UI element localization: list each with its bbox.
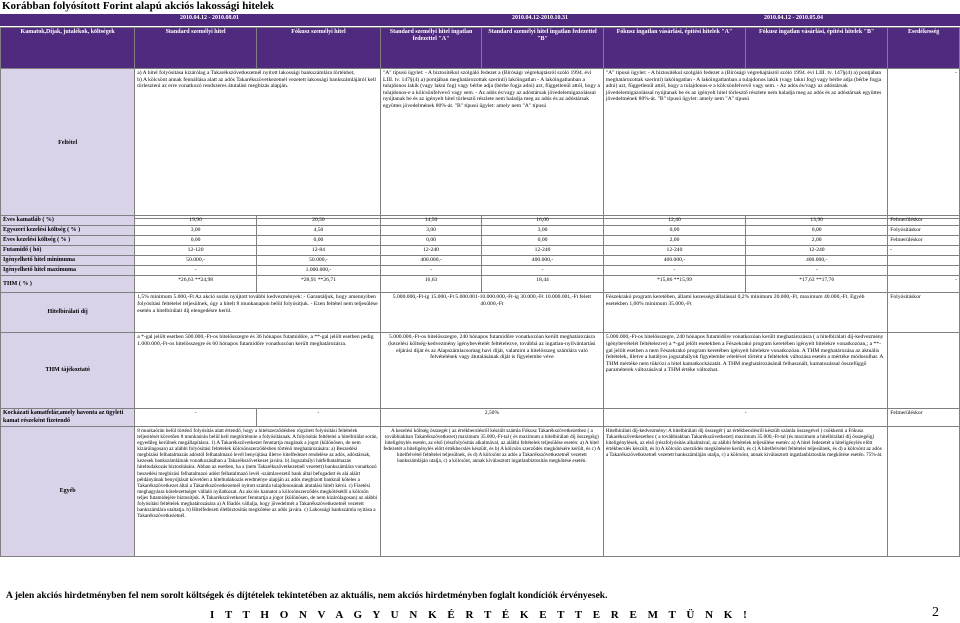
thm-row xyxy=(1,276,960,293)
header-standard-real-estate-b: Standard személyi hitel ingatlan fedezettel "B" xyxy=(482,28,604,69)
rate-value: 12-240 xyxy=(380,246,481,256)
feltetel-due: - xyxy=(888,69,960,219)
rate-due: Felmerüléskor xyxy=(888,216,960,226)
rate-value: 20,50 xyxy=(256,216,380,226)
rate-value: 13,90 xyxy=(746,216,888,226)
rate-value: 2,00 xyxy=(746,236,888,246)
rate-row xyxy=(1,266,960,276)
thm-label: THM ( % ) xyxy=(1,276,135,293)
rate-value: 12-240 xyxy=(746,246,888,256)
slogan: I T T H O N V A G Y U N K É R T É K E T T E R E M T Ü N K ! xyxy=(210,609,751,621)
header-focus-personal: Fókusz személyi hitel xyxy=(256,28,380,69)
kockazati-row xyxy=(1,409,960,426)
rate-value: 16,00 xyxy=(482,216,604,226)
egyeb-row xyxy=(1,426,960,556)
rate-value: 400.000,- xyxy=(603,256,745,266)
feltetel-real-estate: "A" típusú ügylet: - A biztosítékul szolgáló fedezet a (Bírósági végrehajtásról szóló 1994. évi LIII. tv. 147§(4) a) pontjában meghatározottak szerinti) lakóingatlan - A lakóingatlanban a tulajdonos lakik (vagy lakni fog) vagy bérbe adja (bérbe fogja adni) azt, függetlenül attól, hogy a tulajdonos-e a kölcsönfelvevő vagy sem. - Az adós és/vagy az adóstársak jövedelemigazolással nyújtanak be és az igényelt hitel törlesztő részlete nem haladja meg az adós és az adóstársak együttes jövedelmének 80%-át. "B" típusú ügylet: amely nem "A" típusú xyxy=(380,69,603,219)
rate-due xyxy=(888,266,960,276)
rate-label: Igényelhető hitel maximuma xyxy=(1,266,135,276)
feltetel-label: Feltétel xyxy=(1,69,135,219)
rate-value: 0,00 xyxy=(603,226,745,236)
thm-info-real-estate: 5.000.000,-Ft-os hitelösszegre, 240 hónapos futamidőre vonatkozóan került meghatározásra (kezelési költség-kedvezmény igénybevételét feltételezve, továbbá az ingatlan-nyilvántartási eljárási díját és az Alapszámlacsomag havi díját, valamint a hitelösszeg számlára való felvételének vagy átutalásának díját is figyelembe véve xyxy=(380,333,603,409)
rate-label: Éves kezelési költség ( % ) xyxy=(1,236,135,246)
rate-value: - xyxy=(603,266,745,276)
period-2: 2010.04.12-2010.10.31 xyxy=(512,15,568,21)
rate-value: 12-240 xyxy=(603,246,745,256)
period-bar xyxy=(0,14,960,26)
rate-due xyxy=(888,256,960,266)
page-title: Korábban folyósított Forint alapú akciós lakossági hitelek xyxy=(2,0,274,12)
feltetel-building: "A" típusú ügylet: - A biztosítékul szolgáló fedezet a (Bírósági végrehajtásról szóló 1994. évi LIII. tv. 147§(4) a) pontjában meghatározottak szerinti) lakóingatlan - A lakóingatlanban a tulajdonos lakik (vagy lakni fog) vagy bérbe adja (bérbe fogja adni) azt, függetlenül attól, hogy a tulajdonos-e a kölcsönfelvevő vagy sem. - Az adós és/vagy az adóstársak jövedelemigazolással nyújtanak be és az igényelt hitel törlesztő részlete nem haladja meg az adós és az adóstársak együttes jövedelmének 80%-át. "B" típusú ügylet: amely nem "A" típusú xyxy=(603,69,887,219)
rate-value: 0,00 xyxy=(746,226,888,236)
hitelbiralati-personal: 1,5% minimum 5.000,-Ft Az akció során nyújtott további kedvezmények: - Garantáljuk, hogy amennyiben folyósítási feltételei teljesülnek, úgy a hitelt 8 munkanapon belül folyósítjuk. - Ezen feltétel nem teljesülése esetén a hitelbírálati díj elengedésre kerül. xyxy=(135,293,381,333)
thm-info-due xyxy=(888,333,960,409)
kockazati-label: Kockázati kamatfelár,amely havonta az ügyleti kamat részeként fizetendő xyxy=(1,409,135,426)
rate-value: 3,00 xyxy=(380,226,481,236)
rate-label: Igényelhető hitel minimuma xyxy=(1,256,135,266)
page-number: 2 xyxy=(932,605,939,620)
rate-value: 14,50 xyxy=(380,216,481,226)
kockazati-value: - xyxy=(135,409,257,426)
rate-row xyxy=(1,216,960,226)
rate-value: - xyxy=(380,266,481,276)
rate-label: Futamidő ( hó) xyxy=(1,246,135,256)
rate-value: 19,90 xyxy=(135,216,257,226)
rate-label: Egyszeri kezelési költség ( % ) xyxy=(1,226,135,236)
header-focus-building-b: Fókusz ingatlan vásárlási, építési hitelek "B" xyxy=(746,28,888,69)
rate-value: - xyxy=(746,266,888,276)
header-focus-building-a: Fókusz ingatlan vásárlási, építési hitelek "A" xyxy=(603,28,745,69)
egyeb-personal: 8 munkaórán belül történő folyósítás alatt értendő, hogy a hitelszerződésben rögzített folyósítási feltételek teljesítését követően 8 munkaórán belül kell megtörténnie a folyósításnak. A folyósítás feltételei a hitelbírálat során, egyedileg kerülnek megállapításra. 1) A Takarékszövetkezet fenntartja magának a jogot (különösen, de nem kizárólagosan) az alábbi folyósítási feltételek kölcsönszerződésben történő meghatározására: a) Beszedési megbízási felhatalmazás adóstól felhatalmazó levél benyújtása illetve hitelfedezet rendelése az adós, adóstársak, kezesek bankszámláinak vonatkozásában a Takarékszövetkezet javára. b) Jogszabályi hátfelhatalmazás hiteltudakozás biztosítására. Abban az esetben, ha a (nem Takarékszövetkezetnél vezetett) bankszámlára vonatkozó beszedési megbízási felhatalmazó adóst felhatalmazó levél -számlavezető bank által befogadott és alá aláírt példányának benyújtását követően a hiteltudakozás eredménye alapján az adós megbízott banknál köteles a Takarékszövetkezet által a Takarékszövetkezetnél nyitott számla tulajdonosának átutalási hitelt kérni. c) Fizetési meghagyásra kötelezettséget vállaló nyilatkozat. Az akciós kamatot a kölcsönszerződés megkötésétől a kölcsön teljes futamidejére biztosítjuk. A Takarékszövetkezet fenntartja a jogot (különösen, de nem kizárólagosan) az alábbi folyósítási feltételek meghatározására a) A főadós vállalja, hogy jövedelmét a Takarékszövetkezetnél vezetett bankszámlára utaltatja. b) Hitelfedezeti életbiztosítás megkötése az adós javára. c) Lakossági bankszámla nyitása a Takarékszövetkezetnél. xyxy=(135,426,381,556)
rate-value: 12-240 xyxy=(482,246,604,256)
thm-value: *15,86 **15,99 xyxy=(603,276,745,293)
thm-due: - xyxy=(888,276,960,293)
rate-value: 400.000,- xyxy=(380,256,481,266)
hitelbiralati-row xyxy=(1,293,960,333)
rate-row xyxy=(1,226,960,236)
rate-value: - xyxy=(135,266,257,276)
period-3: 2010.04.12 - 2010.05.04 xyxy=(764,15,823,21)
thm-value: *26,63 **24,98 xyxy=(135,276,257,293)
rate-value: 4,50 xyxy=(256,226,380,236)
thm-value: 18,44 xyxy=(482,276,604,293)
rate-value: 0,00 xyxy=(256,236,380,246)
hitelbiralati-due: Folyósításkor xyxy=(888,293,960,333)
rate-value: 1.000.000,- xyxy=(256,266,380,276)
rate-row xyxy=(1,256,960,266)
kockazati-due: Felmerüléskor xyxy=(888,409,960,426)
feltetel-text-a: a) A hitel folyósítása kizárólag a Takarékszövetkezetnél nyitott lakossági bankszámlára történhet, xyxy=(137,70,355,76)
hitelbiralati-building: Fészekrakó program keretében, állami kezességvállalással 0,2% minimum 20.000,-Ft, maximum 40.000,-Ft. Egyéb esetekben 1,00% minimum 35.000,-Ft xyxy=(603,293,887,333)
notice-text: A jelen akciós hirdetményben fel nem sorolt költségek és díjtételek tekintetében az aktuális, nem akciós hirdetményben foglalt kondíciók érvényesek. xyxy=(6,591,608,601)
rate-value: 400.000,- xyxy=(746,256,888,266)
rates-table xyxy=(0,215,960,557)
header-due: Esedékesség xyxy=(888,28,960,69)
rate-value: 3,00 xyxy=(482,226,604,236)
thm-value: *28,91 **26,71 xyxy=(256,276,380,293)
rate-due: - xyxy=(888,246,960,256)
rate-value: 0,00 xyxy=(135,236,257,246)
rate-row xyxy=(1,246,960,256)
hitelbiralati-real-estate: 5.000.000,-Ft-ig 15.000,-Ft 5.000.001-10.000.000,-Ft-ig 30.000,-Ft 10.000.001,-Ft felett 40.000,-Ft xyxy=(380,293,603,333)
rate-value: 50.000,- xyxy=(256,256,380,266)
conditions-table xyxy=(0,27,960,219)
rate-row xyxy=(1,236,960,246)
rate-value: 12-84 xyxy=(256,246,380,256)
rate-value: 0,00 xyxy=(380,236,481,246)
thm-info-building: 5.000.000,-Ft-os hitelösszegre, 240 hónapos futamidőre vonatkozóan került meghatározásra ( a hitelbírálati díj-kedvezmény igénybevételét feltételezve) a *-gal jelölt esetekben a Fészekrakó program keretében igényelt hitelekre vonatkozóan,; a **-gal jelölt esetben a nem Fészekrakó program keretében igényelt hitelekre vonatkozóan. A THM meghatározása az aktuális feltételek, illetve a hatályos jogszabályok figyelembe vételével történt a feltételek változása esetén a mértéke módosulhat. A THM mértéke nem tükrözi a hitel kamatkockázatát. A THM meghatározásánál felhasznált, kamatozással összefüggő paraméterek változásával a THM értéke változhat. xyxy=(603,333,887,409)
header-standard-real-estate-a: Standard személyi hitel ingatlan fedezettel "A" xyxy=(380,28,481,69)
rate-due: Felmerüléskor xyxy=(888,236,960,246)
rate-value: 50.000,- xyxy=(135,256,257,266)
feltetel-text-b: b) A kölcsönt annak fennállása alatt az adós Takarékszövetkezetnél vezetett lakossági bankszámlájáról kell törleszteni az erre vonatkozó rendszeres átutalási megbízás alapján. xyxy=(137,76,376,90)
rate-label: Éves kamatláb ( %) xyxy=(1,216,135,226)
rate-value: 2,00 xyxy=(603,236,745,246)
rate-value: 12,40 xyxy=(603,216,745,226)
hitelbiralati-label: Hitelbírálati díj xyxy=(1,293,135,333)
header-standard-personal: Standard személyi hitel xyxy=(135,28,257,69)
period-1: 2010.04.12 - 2010.08.01 xyxy=(180,15,239,21)
rate-due: Folyósításkor xyxy=(888,226,960,236)
thm-info-personal: a *-gal jelölt esetben 500.000,-Ft-os hitelösszegre és 36 hónapos futamidőre, a **-gal jelölt esetben pedig 1.000.000,-Ft-os hitelösszegre és 60 hónapos futamidőre vonatkozóan került meghatározásra. xyxy=(135,333,381,409)
thm-info-label: THM tájékoztató xyxy=(1,333,135,409)
thm-value: 16,63 xyxy=(380,276,481,293)
egyeb-building: Hitelbírálati díj-kedvezmény: A hitelbírálati díj összegét ( az értékbecslésről készült számla összegével ) csökkenti a Fókusz Takarékszövetkezethez ( a továbbiakban Takarékszövetkezet) maximum 35.000,-Ft-tal (és maximum a hitelbírálati díj összegéig) hiteligénylések, az első (részfolyósítás alkalmával, az alábbi feltételek teljesülése esetén: a) A hitel fedezetét a hiteligénylés előtt értékbecslés készült, és b) A kölcsön szerződés megkötésére került, és c) A hitelfelvétel feltételei teljesülnek, és d) a kölcsönt az adós a Takarékszövetkezetnél vezetett bankszámláján utalja, c) a kölcsönt, annak kiválasztott ingatlanbiztosítás megkötése esetén. 75%-át. xyxy=(603,426,887,556)
rate-value: 400.000,- xyxy=(482,256,604,266)
header-row xyxy=(1,28,960,69)
egyeb-real-estate: A kezelési költség összegét ( az értékbecslésről készült számla Fókusz Takarékszövetkezethez ( a továbbiakban Takarékszövetkezet) maximum 35.000,-Ft-tal ( és maximum a hitelbírálati díj összegéig) hiteligénylés esetén, az első (részfolyósítás alkalmával, az alábbi feltételek teljesülése esetén: a) A hitel fedezetét a hiteligénylés előtt értékbecslés készült, és b) A kölcsön szerződés megkötésére került, és c) A hitelfelvétel feltételei teljesülnek, és d) A kölcsönt az adós a Takarékszövetkezetnél vezetett bankszámláján utalja, c) a kölcsönt, annak kiválasztott ingatlanbiztosítás megkötése esetén. xyxy=(380,426,603,556)
kockazati-value: - xyxy=(603,409,887,426)
rate-value: 3,00 xyxy=(135,226,257,236)
feltetel-personal xyxy=(135,69,381,219)
feltetel-row xyxy=(1,69,960,219)
egyeb-due xyxy=(888,426,960,556)
kockazati-value: 2,50% xyxy=(380,409,603,426)
thm-value: *17,63 **17,76 xyxy=(746,276,888,293)
rate-value: 12-120 xyxy=(135,246,257,256)
rate-value: 0,00 xyxy=(482,236,604,246)
thm-info-row xyxy=(1,333,960,409)
kockazati-value: - xyxy=(256,409,380,426)
header-fees: Kamatok,Díjak, jutalékok, költségek xyxy=(1,28,135,69)
egyeb-label: Egyéb xyxy=(1,426,135,556)
rate-value: - xyxy=(482,266,604,276)
